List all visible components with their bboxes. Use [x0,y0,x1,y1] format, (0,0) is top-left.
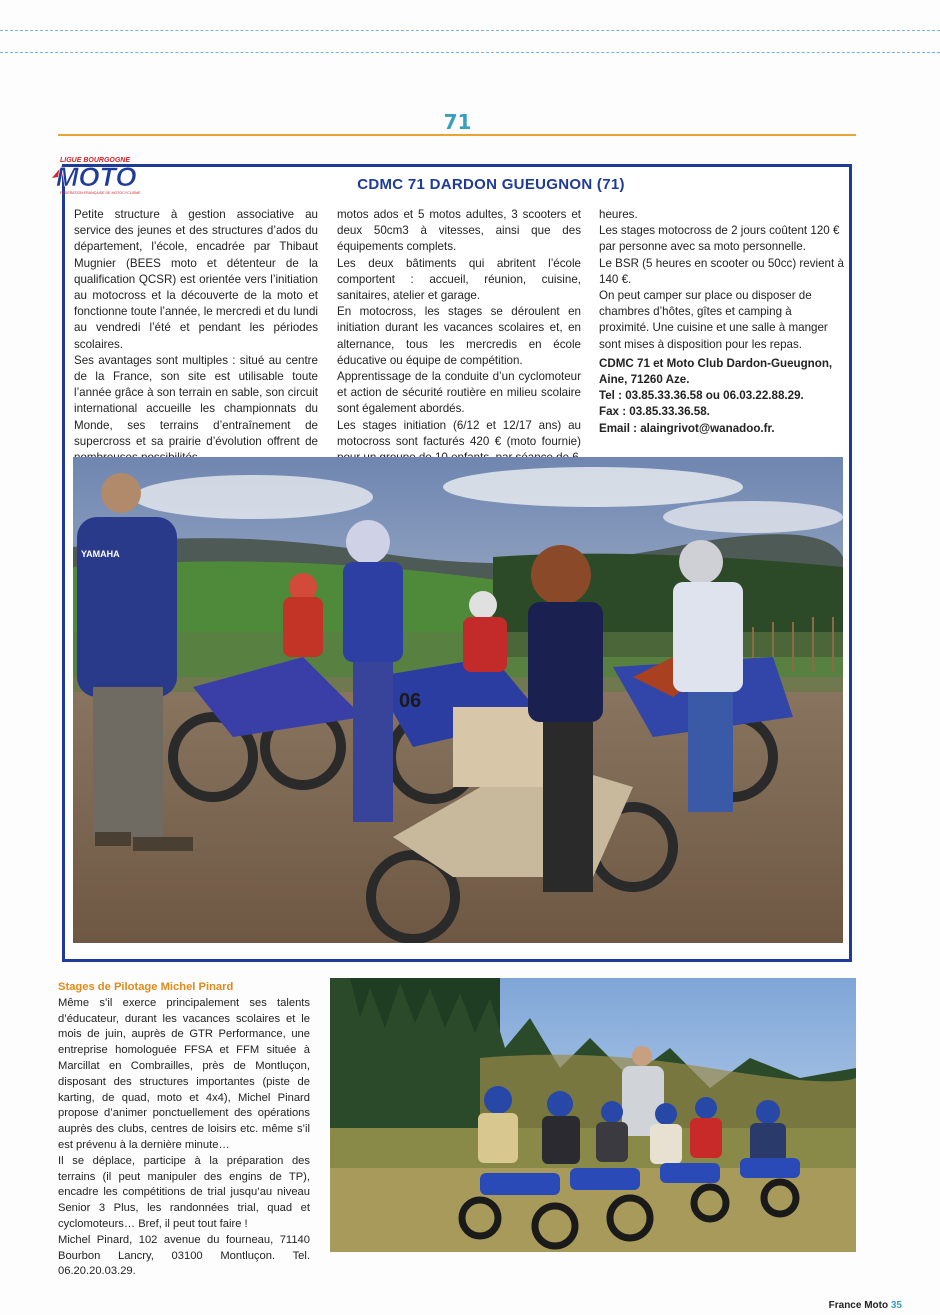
kids-trial-photo [330,978,856,1252]
top-dashed-line [0,30,940,31]
sidebar-article [58,980,310,1280]
contact-address: Aine, 71260 Aze. [599,373,690,387]
paragraph: Même s’il exerce principalement ses talents d’éducateur, durant les vacances scolaires et le mois de juin, auprès de GTR Performance, une entreprise homologuée FFSA et FFM située à Marcillat en Combrailles, près de Montluçon, disposant des structures importantes (piste de karting, de quad, moto et 4x4), Michel Pinard propose d’animer ponctuellement des opérations auprès des clubs, centres de loisirs etc. même s’il est prévenu à la dernière minute… [58,996,310,1151]
paragraph: Les deux bâtiments qui abritent l’école comportent : accueil, réunion, cuisine, sanitaires, atelier et garage. [337,256,581,303]
shirt-text: YAMAHA [81,549,120,559]
page-footer [829,1300,902,1311]
paragraph: Les stages initiation (6/12 et 12/17 ans) au motocross sont facturés 420 € (moto fournie) [337,418,581,448]
contact-tel: Tel : 03.85.33.36.58 ou 06.03.22.88.29. [599,389,804,403]
paragraph: Apprentissage de la conduite d’un cyclomoteur et action de sécurité routière en milieu scolaire sont également abordés. [337,370,581,416]
logo-top-text: LIGUE BOURGOGNE [60,157,131,164]
paragraph: heures. [599,208,638,221]
top-dashed-line-2 [0,52,940,53]
paragraph: En motocross, les stages se déroulent en initiation durant les vacances scolaires et, en alternance, tous les mercredis en école éducative ou équipe de compétition. [337,305,581,367]
magazine-name: France Moto [828,1300,889,1311]
contact-name: CDMC 71 et Moto Club Dardon-Gueugnon, [599,356,833,370]
contact-email: Email : alaingrivot@wanadoo.fr. [599,421,775,435]
paragraph: motos ados et 5 motos adultes, 3 scooters et deux 50cm3 à vitesses, ainsi que des équipements complets. [337,208,581,254]
logo-bottom-text: FÉDÉRATION FRANÇAISE DE MOTOCYCLISME [60,191,141,195]
column-2 [337,207,581,466]
column-3 [599,207,845,437]
paragraph: Ses avantages sont multiples : situé au centre de la France, son site est utilisable toute l’année grâce à son terrain en sable, son circuit international accueille les championnats du Monde, ses terrains d’entraînement de supercross et sa prairie d’évolution offrent de [74,353,318,448]
header-rule [58,134,856,136]
logo-main-text: MOTO [56,162,137,192]
department-number: 71 [443,110,472,134]
bike-number: 06 [399,690,422,712]
paragraph: Les stages motocross de 2 jours coûtent 120 € par personne avec sa moto personnelle. [599,224,840,254]
moto-logo [50,152,150,198]
contact-fax: Fax : 03.85.33.36.58. [599,405,710,419]
column-1 [74,207,318,482]
paragraph: Michel Pinard, 102 avenue du fourneau, 71140 Bourbon Lancry, 03100 Montluçon. Tel. 06.20.20.03.29. [58,1233,310,1278]
paragraph: Le BSR (5 heures en scooter ou 50cc) revient à 140 €. [599,256,844,286]
sidebar-title: Stages de Pilotage Michel Pinard [58,981,234,993]
paragraph: On peut camper sur place ou disposer de chambres d’hôtes, gîtes et camping à proximité. Une cuisine et une salle à manger sont mises à disposition pour les repas. [599,289,828,351]
motocross-group-photo [73,457,843,943]
paragraph: Petite structure à gestion associative au service des jeunes et des structures d’ados du département, l’école, encadrée par Thibaut Mugnier (BEES moto et détenteur de la qualification QCSR) est orientée vers l’initiation au motocross et la découverte de la moto et fonctionne toute l’année, le mercredi et du lundi au vendredi l’été et pendant les périodes scolaires. [74,208,318,351]
paragraph: Il se déplace, participe à la préparation des terrains (il peut manipuler des engins de TP), encadre les compétitions de trial jusqu’au niveau Senior 3 Plus, les randonnées trial, quad et cyclomoteurs… Bref, il peut tout faire ! [58,1154,310,1230]
box-title: CDMC 71 DARDON GUEUGNON (71) [357,176,625,193]
page-number: 35 [890,1300,902,1311]
